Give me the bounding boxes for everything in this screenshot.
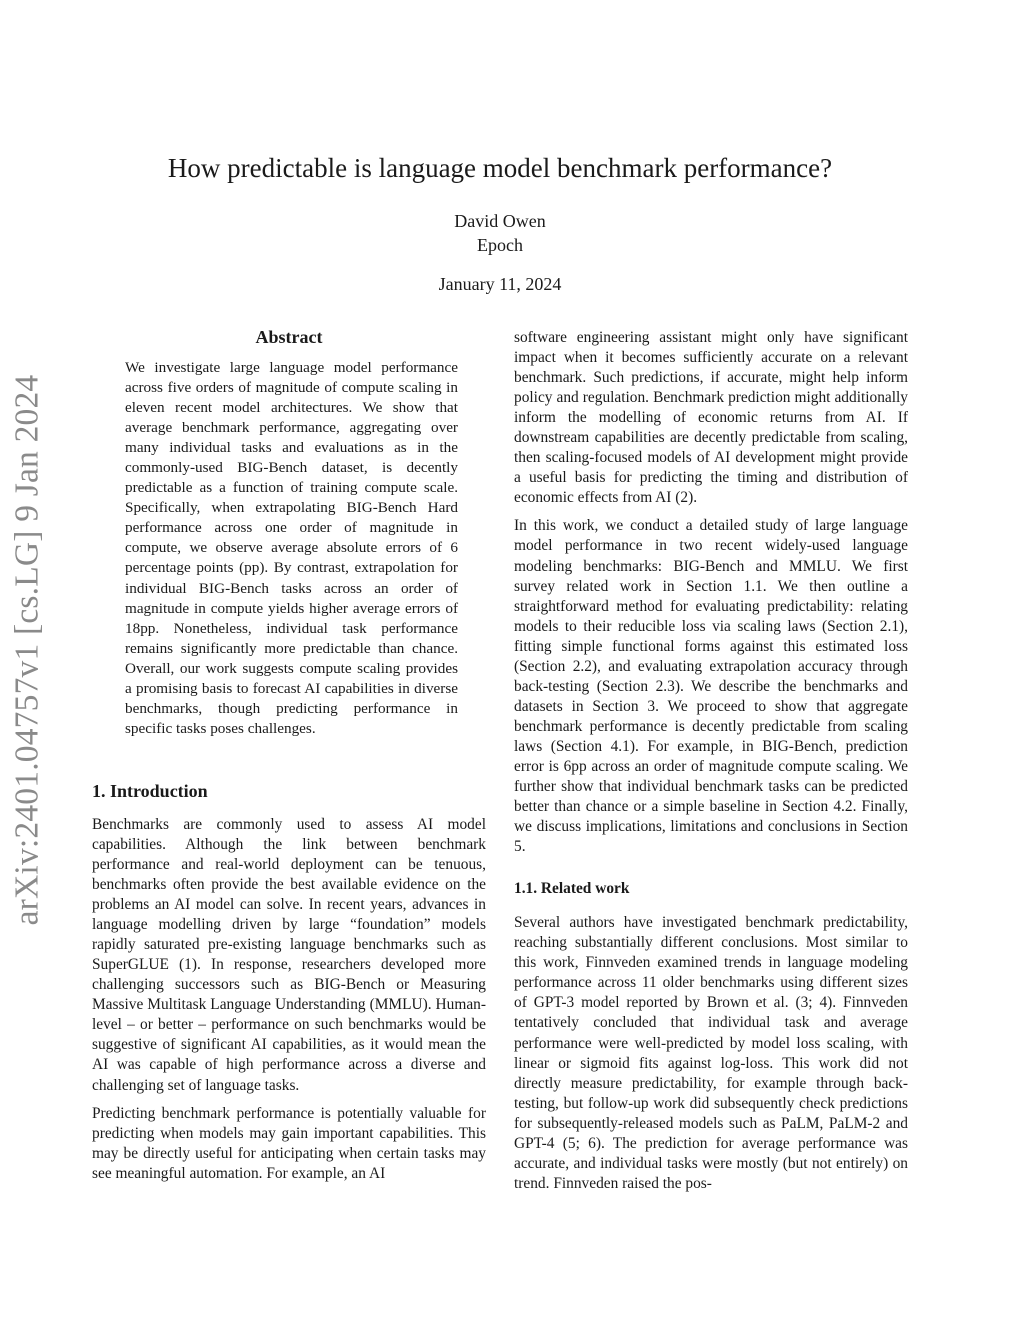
author-affiliation: Epoch: [477, 235, 523, 255]
related-work-paragraph: Several authors have investigated benchmark predictability, reaching substantially different conclusions. Most similar to this work, Finnveden examined trends in language modeling performance across 11 older benchmarks using different sizes of GPT-3 model reported by Brown et al. (3; 4). Finnveden tentatively concluded that individual task and average performance were well-predicted by model loss scaling, with linear or sigmoid fits against log-loss. This work did not directly measure predictability, for example through back-testing, but follow-up work did subsequently check predictions for subsequently-released models such as PaLM, PaLM-2 and GPT-4 (5; 6). The prediction for average performance was accurate, and individual tasks were mostly (but not entirely) on trend. Finnveden raised the pos-: [514, 914, 908, 1192]
arxiv-identifier-stamp: [2, 370, 52, 930]
author-name: David Owen: [454, 211, 546, 231]
paper-title: How predictable is language model benchmark performance?: [167, 153, 833, 183]
right-column: [514, 328, 908, 1194]
introduction-paragraph-overview: In this work, we conduct a detailed study of large language model performance in two recent widely-used language modeling benchmarks: BIG-Bench and MMLU. We first survey related work in Section 1.1. We then outline a straightforward method for evaluating predictability: relating models to their reducible loss via scaling laws (Section 2.1), fitting simple functional forms against this estimated loss (Section 2.2), and evaluating extrapolation accuracy through back-testing (Section 2.3). We describe the benchmarks and datasets in Section 3. We proceed to show that aggregate benchmark performance is decently predictable from scaling laws (Section 4.1). For example, in BIG-Bench, prediction error is 6pp across an order of magnitude compute scaling. We further show that individual benchmark tasks can be predicted better than chance or a simple baseline in Section 4.2. Finally, we discuss implications, limitations and conclusions in Section 5.: [514, 517, 908, 856]
introduction-paragraph-continued: software engineering assistant might only have significant impact when it becomes sufficiently accurate on a relevant benchmark. Such predictions, if accurate, might help inform policy and regulation. Benchmark prediction might additionally inform the modelling of economic returns from AI. If downstream capabilities are decently predictable from scaling, then scaling-focused models of AI development might provide a useful basis for predicting the timing and distribution of economic effects from AI (2).: [514, 329, 908, 507]
abstract-heading: Abstract: [255, 327, 323, 347]
introduction-heading: 1. Introduction: [92, 780, 208, 801]
introduction-paragraph: Predicting benchmark performance is potentially valuable for predicting when models may gain important capabilities. This may be directly useful for anticipating when certain tasks may see meaningful automation. For example, an AI: [92, 1104, 486, 1182]
arxiv-identifier-text: arXiv:2401.04757v1 [cs.LG] 9 Jan 2024: [8, 374, 46, 926]
left-column: [92, 325, 486, 1184]
related-work-heading: 1.1. Related work: [514, 880, 630, 898]
paper-date: January 11, 2024: [438, 274, 562, 294]
abstract-text: We investigate large language model performance across five orders of magnitude of compute scaling in eleven recent model architectures. We show that average benchmark performance, aggregating over many individual tasks and evaluations as in the commonly-used BIG-Bench dataset, is decently predictable as a function of training compute scale. Specifically, when extrapolating BIG-Bench Hard performance across one order of magnitude in compute, we observe average absolute errors of 6 percentage points (pp). By contrast, extrapolation for individual BIG-Bench tasks across an order of magnitude in compute yields higher average errors of 18pp. Nonetheless, individual task performance remains significantly more predictable than chance. Overall, our work suggests compute scaling provides a promising basis to forecast AI capabilities in diverse benchmarks, though predicting performance in specific tasks poses challenges.: [125, 359, 458, 737]
introduction-paragraph: Benchmarks are commonly used to assess AI model capabilities. Although the link between benchmark performance and real-world deployment can be tenuous, benchmarks often provide the best available evidence on the problems an AI model can solve. In recent years, advances in language modelling driven by large “foundation” models rapidly saturated pre-existing language benchmarks such as SuperGLUE (1). In response, researchers developed more challenging successors such as BIG-Bench or Measuring Massive Multitask Language Understanding (MMLU). Human-level – or better – performance on such benchmarks would be suggestive of significant AI capabilities, as it would mean the AI was capable of high performance across a diverse and challenging set of language tasks.: [92, 815, 486, 1094]
